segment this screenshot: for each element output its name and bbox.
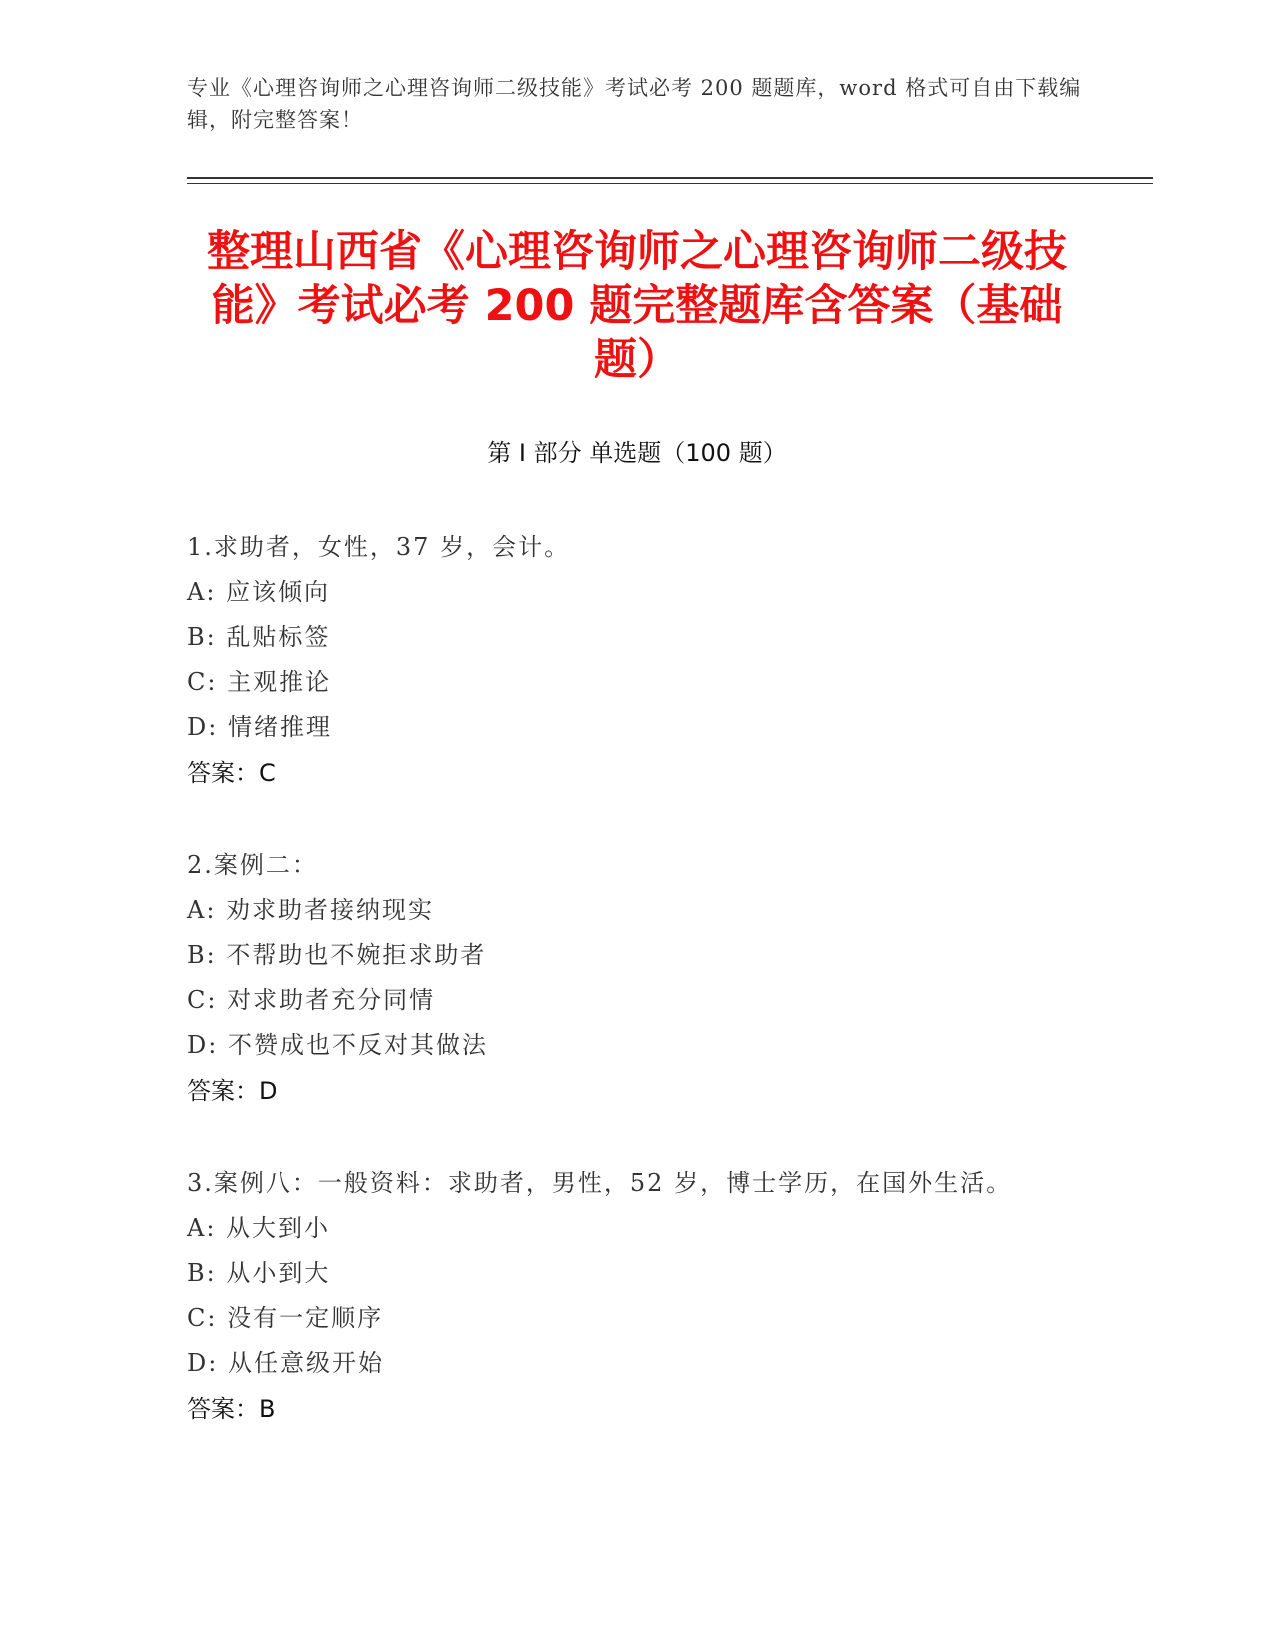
document-title: 整理山西省《心理咨询师之心理咨询师二级技能》考试必考 200 题完整题库含答案（基础题） [207, 227, 1067, 385]
option-d: D: 情绪推理 [187, 713, 332, 741]
answer: 答案：B [187, 1395, 276, 1423]
option-a: A: 从大到小 [187, 1214, 331, 1242]
option-b: B: 乱贴标签 [187, 623, 331, 651]
answer: 答案：D [187, 1077, 278, 1105]
question-2 [187, 842, 1087, 1114]
question-stem: 3.案例八：一般资料：求助者，男性，52 岁，博士学历，在国外生活。 [187, 1169, 1013, 1197]
section-heading: 第 I 部分 单选题（100 题） [487, 439, 787, 467]
question-1 [187, 524, 1087, 796]
option-c: C: 主观推论 [187, 668, 332, 696]
question-3 [187, 1160, 1087, 1432]
option-d: D: 从任意级开始 [187, 1349, 384, 1377]
header-divider-thick [187, 177, 1153, 179]
header-note: 专业《心理咨询师之心理咨询师二级技能》考试必考 200 题题库，word 格式可自由下载编辑，附完整答案！ [187, 76, 1082, 132]
option-a: A: 应该倾向 [187, 578, 331, 606]
option-c: C: 没有一定顺序 [187, 1304, 384, 1332]
header-divider-thin [187, 183, 1153, 184]
option-b: B: 从小到大 [187, 1259, 331, 1287]
answer: 答案：C [187, 759, 276, 787]
option-a: A: 劝求助者接纳现实 [187, 896, 435, 924]
option-b: B: 不帮助也不婉拒求助者 [187, 941, 487, 969]
option-c: C: 对求助者充分同情 [187, 986, 436, 1014]
question-stem: 2.案例二： [187, 851, 318, 879]
option-d: D: 不赞成也不反对其做法 [187, 1031, 488, 1059]
question-stem: 1.求助者，女性，37 岁，会计。 [187, 533, 571, 561]
